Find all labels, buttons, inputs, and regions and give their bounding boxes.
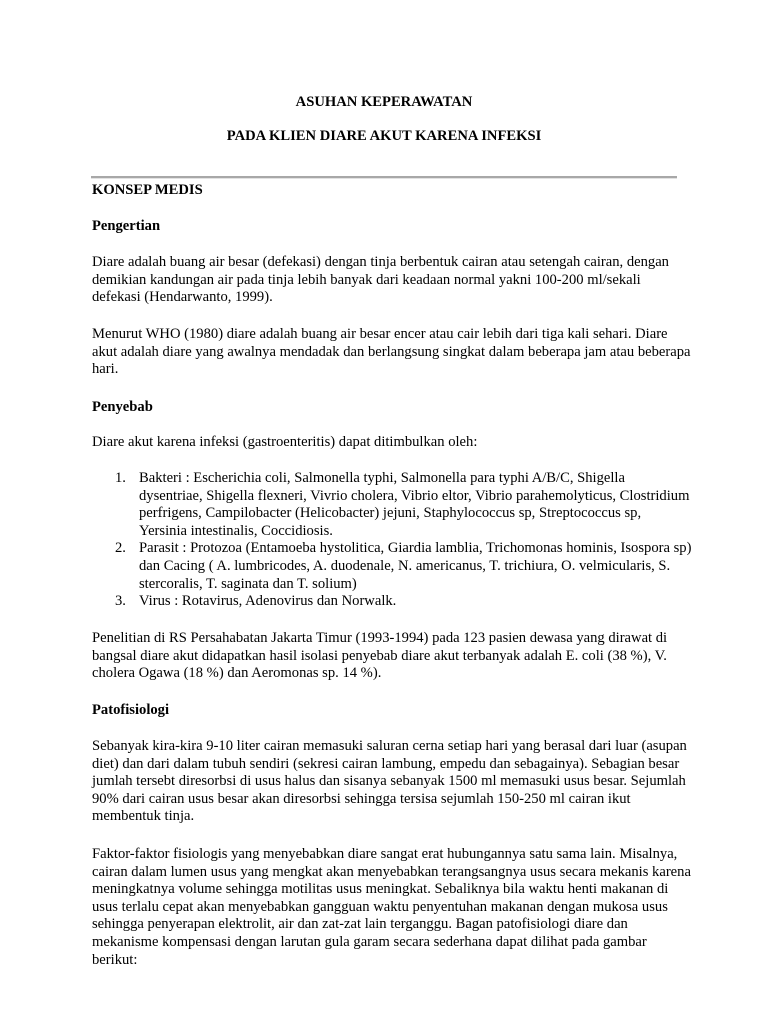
paragraph-penelitian: Penelitian di RS Persahabatan Jakarta Timur (1993-1994) pada 123 pasien dewasa yang dirawat di bangsal diare akut didapatkan hasil isolasi penyebab diare akut terbanyak adalah E. coli (38 %), V. cholera Ogawa (18 %) dan Aeromonas sp. 14 %). [92,630,668,682]
paragraph-patofisiologi-1: Sebanyak kira-kira 9-10 liter cairan memasuki saluran cerna setiap hari yang berasal dari luar (asupan diet) dan dari dalam tubuh sendiri (sekresi cairan lambung, empedu dan sebagainya). Sebagian besar jumlah tersebt diresorbsi di usus halus dan sisanya sebanyak 1500 ml memasuki usus besar. Sejumlah 90% dari cairan usus besar akan diresorbsi sehingga tersisa sejumlah 150-250 ml cairan ikut membentuk tinja. [92,738,687,825]
heading-patofisiologi: Patofisiologi [92,702,170,718]
list-item [92,540,692,593]
heading-penyebab: Penyebab [92,399,153,415]
section-heading-konsep-medis: KONSEP MEDIS [92,182,203,198]
list-item-text: Bakteri : Escherichia coli, Salmonella typhi, Salmonella para typhi A/B/C, Shigella dysentriae, Shigella flexneri, Vivrio cholera, Vibrio eltor, Vibrio parahemolyticus, Clostridium perfrigens, Campilobacter (Helicobacter) jejuni, Staphylococcus sp, Streptococcus sp, Yersinia intestinalis, Coccidiosis. [139,470,690,539]
list-item-number: 1. [115,470,126,486]
list-item-text: Parasit : Protozoa (Entamoeba hystolitica, Giardia lamblia, Trichomonas hominis, Isospora sp) dan Cacing ( A. lumbricodes, A. duodenale, N. americanus, T. trichiura, O. velmicularis, S. stercoralis, T. saginata dan T. solium) [139,540,692,592]
paragraph-patofisiologi-2: Faktor-faktor fisiologis yang menyebabkan diare sangat erat hubungannya satu sama lain. Misalnya, cairan dalam lumen usus yang mengkat akan menyebabkan terangsangnya usus secara mekanis karena meningkatnya volume sehingga motilitas usus meningkat. Sebaliknya bila waktu henti makanan di usus terlalu cepat akan menyebabkan gangguan waktu penyentuhan makanan dengan mukosa usus sehingga penyerapan elektrolit, air dan zat-zat lain terganggu. Bagan patofisiologi diare dan mekanisme kompensasi dengan larutan gula garam secara sederhana dapat dilihat pada gambar berikut: [92,846,691,968]
paragraph-pengertian-1: Diare adalah buang air besar (defekasi) dengan tinja berbentuk cairan atau setengah cairan, dengan demikian kandungan air pada tinja lebih banyak dari keadaan normal yakni 100-200 ml/sekali defekasi (Hendarwanto, 1999). [92,254,669,306]
list-item [92,470,692,540]
penyebab-list [92,470,692,611]
heading-pengertian: Pengertian [92,218,161,234]
document-subtitle: PADA KLIEN DIARE AKUT KARENA INFEKSI [226,128,542,144]
paragraph-pengertian-2: Menurut WHO (1980) diare adalah buang air besar encer atau cair lebih dari tiga kali sehari. Diare akut adalah diare yang awalnya mendadak dan berlangsung singkat dalam beberapa jam atau beberapa hari. [92,326,691,378]
horizontal-rule [91,176,677,179]
paragraph-penyebab-intro: Diare akut karena infeksi (gastroenteritis) dapat ditimbulkan oleh: [92,434,478,450]
list-item-number: 3. [115,593,126,610]
list-item [92,593,692,611]
list-item-text: Virus : Rotavirus, Adenovirus dan Norwalk. [139,593,397,610]
list-item-number: 2. [115,540,126,557]
document-title: ASUHAN KEPERAWATAN [295,94,473,110]
